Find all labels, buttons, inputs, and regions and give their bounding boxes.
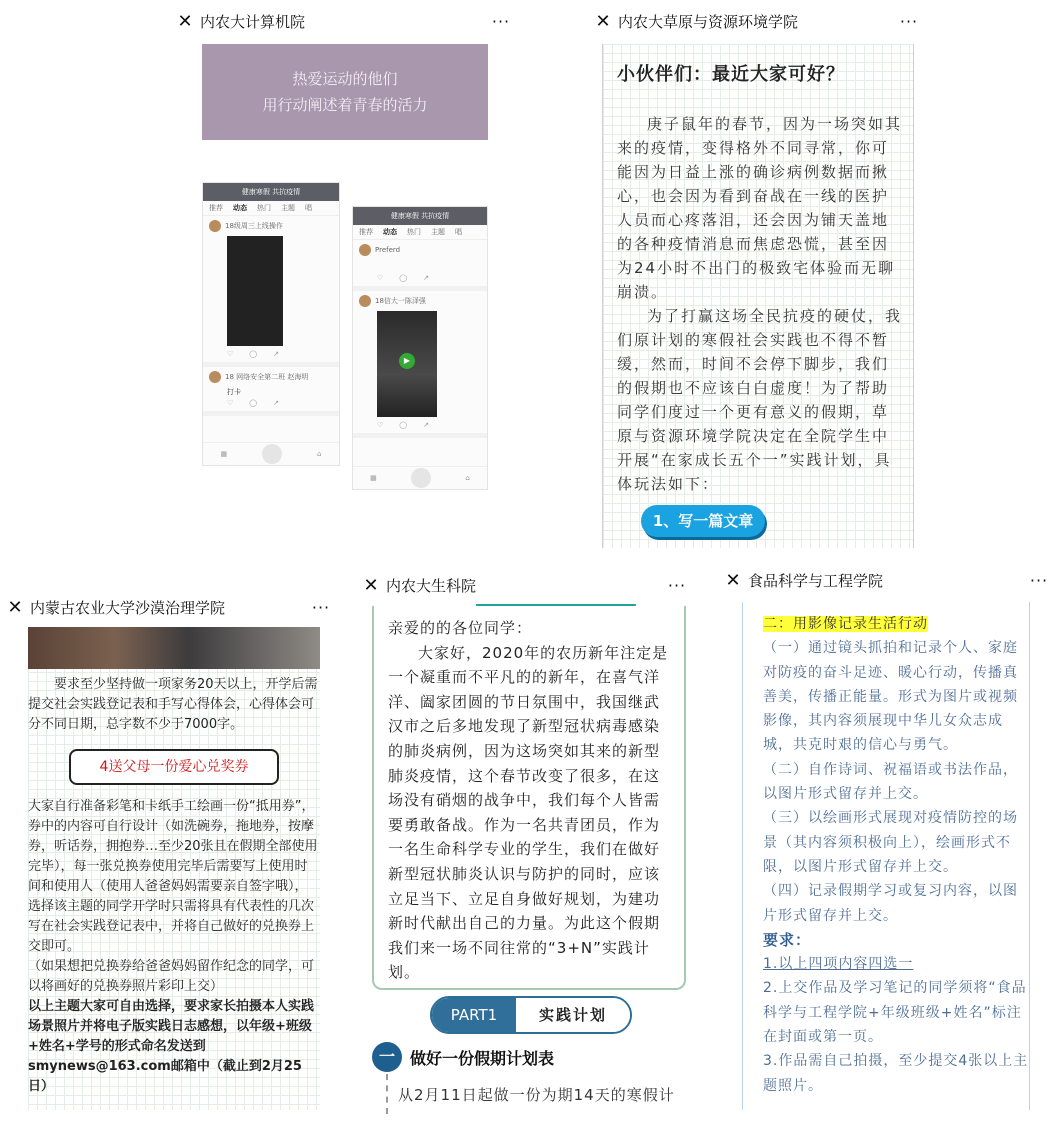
phone-screenshot bbox=[202, 182, 340, 466]
banner bbox=[202, 44, 488, 140]
tab: 动态 bbox=[383, 228, 397, 236]
page-title: 内蒙古农业大学沙漠治理学院 bbox=[30, 598, 226, 617]
page-title: 食品科学与工程学院 bbox=[748, 571, 884, 590]
post-actions bbox=[209, 399, 333, 407]
section-pill: 1、写一篇文章 bbox=[641, 505, 765, 537]
post-video bbox=[377, 311, 437, 417]
home-icon: ⌂ bbox=[465, 474, 470, 482]
app-header: 健康寒假 共抗疫情 bbox=[203, 183, 339, 201]
panel-life-science-college bbox=[356, 566, 696, 1116]
avatar bbox=[209, 371, 221, 383]
tab: 唱 bbox=[305, 204, 312, 212]
post-user: 18级周三上线操作 bbox=[225, 222, 283, 230]
requirement-item: 2.上交作品及学习笔记的同学须将“食品科学与工程学院+年级班级+姓名”标注在封面或第一页。 bbox=[763, 980, 1027, 1046]
close-icon[interactable]: ✕ bbox=[725, 569, 741, 591]
avatar bbox=[359, 244, 371, 256]
more-icon[interactable]: ··· bbox=[491, 11, 511, 31]
section-heading: 二：用影像记录生活行动 bbox=[763, 616, 928, 632]
step-connector bbox=[386, 1074, 388, 1114]
requirement-item: 1.以上四项内容四选一 bbox=[763, 956, 914, 973]
part-title: 实践计划 bbox=[516, 998, 630, 1032]
tab-row bbox=[353, 225, 487, 240]
banner-line: 用行动阐述着青春的活力 bbox=[262, 96, 428, 114]
banner-line: 热爱运动的他们 bbox=[292, 70, 398, 88]
grid-icon: ▦ bbox=[370, 474, 377, 482]
post-image bbox=[227, 236, 283, 346]
list-item: （四）记录假期学习或复习内容，以图片形式留存并上交。 bbox=[763, 883, 1018, 924]
section-title-box: 4送父母一份爱心兑奖券 bbox=[69, 749, 279, 785]
more-icon[interactable]: ··· bbox=[667, 575, 687, 595]
post-actions bbox=[359, 421, 481, 429]
post bbox=[203, 367, 339, 416]
close-icon[interactable]: ✕ bbox=[7, 596, 23, 618]
paragraph: 为了打赢这场全民抗疫的硬仗，我们原计划的寒假社会实践也不得不暂缓，然而，时间不会停下脚步，我们的假期也不应该白白虚度！为了帮助同学们度过一个更有意义的假期，草原与资源环境学院决定在全院学生中开展“在家成长五个一”实践计划，具体玩法如下： bbox=[617, 307, 903, 493]
tab: 推荐 bbox=[359, 228, 373, 236]
paragraph: 大家好，2020年的农历新年注定是一个凝重而不平凡的的新年，在喜气洋洋、阖家团圆的节日氛围中，我国继武汉市之后多地发现了新型冠状病毒感染的肺炎病例，因为这场突如其来的新型肺炎疫情，这个春节改变了很多，在这场没有硝烟的战争中，我们每个人皆需要勇敢备战。作为一名共青团员，作为一名生命科学专业的学生，我们在做好新型冠状肺炎认识与防护的同时，应该立足当下、立足自身做好规划，为建功新时代献出自己的力量。为此这个假期我们来一场不同往常的“3+N”实践计划。 bbox=[388, 643, 669, 982]
play-icon[interactable]: ▶ bbox=[399, 353, 415, 369]
phone-screenshot bbox=[352, 206, 488, 490]
close-icon[interactable]: ✕ bbox=[177, 10, 193, 32]
header-bar bbox=[0, 590, 340, 624]
step-description: 从2月11日起做一份为期14天的寒假计 bbox=[398, 1086, 675, 1104]
list-item: （三）以绘画形式展现对疫情防控的场景（其内容须积极向上），绘画形式不限，以图片形式留存并上交。 bbox=[763, 810, 1018, 875]
paragraph: 庚子鼠年的春节，因为一场突如其来的疫情，变得格外不同寻常，你可能因为日益上涨的确诊病例数据而揪心，也会因为看到奋战在一线的医护人员而心疼落泪，还会因为铺天盖地的各种疫情消息而焦虑恐慌，甚至因为24小时不出门的极致宅体验而无聊崩溃。 bbox=[617, 115, 903, 301]
publish-icon bbox=[262, 444, 282, 464]
list-item: （二）自作诗词、祝福语或书法作品，以图片形式留存并上交。 bbox=[763, 761, 1018, 803]
article-body bbox=[742, 602, 1030, 1110]
tab: 热门 bbox=[257, 204, 271, 212]
article-body bbox=[602, 44, 914, 548]
avatar bbox=[209, 220, 221, 232]
share-icon: ↗ bbox=[423, 421, 429, 429]
paragraph: 要求至少坚持做一项家务20天以上，开学后需提交社会实践登记表和手写心得体会，心得体会可分不同日期，总字数不少于7000字。 bbox=[28, 677, 318, 732]
post-actions bbox=[209, 350, 333, 358]
page-title: 内农大计算机院 bbox=[200, 12, 306, 31]
page-title: 内农大生科院 bbox=[386, 576, 477, 595]
app-header: 健康寒假 共抗疫情 bbox=[353, 207, 487, 225]
tab: 主题 bbox=[281, 204, 295, 212]
post bbox=[353, 291, 487, 438]
post bbox=[203, 216, 339, 367]
close-icon[interactable]: ✕ bbox=[595, 10, 611, 32]
step-heading bbox=[372, 1042, 554, 1072]
comment-icon: ◯ bbox=[249, 350, 258, 358]
article-heading: 小伙伴们：最近大家可好？ bbox=[617, 64, 845, 85]
publish-icon bbox=[411, 468, 431, 488]
tab: 推荐 bbox=[209, 204, 223, 212]
post bbox=[353, 240, 487, 291]
post-user: 18 网络安全第二班 赵海明 bbox=[225, 373, 309, 381]
paragraph: （如果想把兑换券给爸爸妈妈留作纪念的同学，可以将画好的兑换券照片彩印上交） bbox=[28, 959, 315, 994]
share-icon: ↗ bbox=[273, 350, 279, 358]
post-user: Preferd bbox=[375, 246, 401, 254]
header-bar bbox=[356, 566, 696, 604]
page-title: 内农大草原与资源环境学院 bbox=[618, 12, 799, 31]
like-icon: ♡ bbox=[227, 350, 234, 358]
bottom-nav bbox=[353, 466, 487, 489]
header-bar bbox=[718, 560, 1058, 600]
letter-card bbox=[372, 606, 686, 990]
requirement-item: 3.作品需自己拍摄，至少提交4张以上主题照片。 bbox=[763, 1053, 1029, 1094]
paragraph: 以上主题大家可自由选择，要求家长拍摄本人实践场景照片并将电子版实践日志感想，以年级+班级+姓名+学号的形式命名发送到smynews@163.com邮箱中（截止到2月25日） bbox=[28, 999, 315, 1094]
list-item: （一）通过镜头抓拍和记录个人、家庭对防疫的奋斗足迹、暖心行动，传播真善美，传播正能量。形式为图片或视频影像，其内容须展现中华儿女众志成城，共克时艰的信心与勇气。 bbox=[763, 640, 1018, 754]
comment-icon: ◯ bbox=[399, 421, 408, 429]
panel-desert-college bbox=[0, 590, 340, 1110]
like-icon: ♡ bbox=[377, 421, 384, 429]
step-title: 做好一份假期计划表 bbox=[410, 1048, 555, 1068]
header-bar bbox=[588, 0, 928, 42]
avatar bbox=[359, 295, 371, 307]
share-icon: ↗ bbox=[273, 399, 279, 407]
article-body bbox=[28, 627, 320, 1110]
home-icon: ⌂ bbox=[317, 450, 322, 458]
step-number: 一 bbox=[372, 1042, 402, 1072]
tab: 热门 bbox=[407, 228, 421, 236]
post-actions bbox=[359, 274, 481, 282]
close-icon[interactable]: ✕ bbox=[363, 574, 379, 596]
grid-icon: ▦ bbox=[220, 450, 228, 458]
panel-food-science-college bbox=[718, 560, 1058, 1110]
tab: 主题 bbox=[431, 228, 445, 236]
panel-computer-college bbox=[170, 0, 520, 548]
requirements-title: 要求： bbox=[763, 930, 812, 949]
tab: 动态 bbox=[233, 204, 247, 212]
greeting: 亲爱的的各位同学： bbox=[388, 619, 533, 637]
bottom-nav bbox=[203, 442, 339, 465]
more-icon[interactable]: ··· bbox=[899, 11, 919, 31]
tab: 唱 bbox=[455, 228, 462, 236]
comment-icon: ◯ bbox=[249, 399, 258, 407]
like-icon: ♡ bbox=[227, 399, 234, 407]
more-icon[interactable]: ··· bbox=[1029, 570, 1049, 590]
panel-grassland-college bbox=[588, 0, 928, 548]
post-user: 18信大一陈泽强 bbox=[375, 297, 426, 305]
article-photo bbox=[28, 627, 320, 669]
tab-row bbox=[203, 201, 339, 216]
share-icon: ↗ bbox=[423, 274, 429, 282]
like-icon: ♡ bbox=[377, 274, 384, 282]
header-bar bbox=[170, 0, 520, 42]
post-text: 打卡 bbox=[227, 388, 241, 396]
comment-icon: ◯ bbox=[399, 274, 408, 282]
part-label bbox=[430, 996, 632, 1034]
part-number: PART1 bbox=[432, 998, 516, 1032]
paragraph: 大家自行准备彩笔和卡纸手工绘画一份“抵用券”，券中的内容可自行设计（如洗碗券，拖地券，按摩券，听话券，拥抱券…至少20张且在假期全部使用完毕），每一张兑换券使用完毕后需要写上使用时间和使用人（使用人爸爸妈妈需要亲自签字哦），选择该主题的同学开学时只需将具有代表性的几次写在社会实践登记表中，并将自己做好的兑换券上交即可。 bbox=[28, 799, 318, 954]
more-icon[interactable]: ··· bbox=[311, 597, 331, 617]
